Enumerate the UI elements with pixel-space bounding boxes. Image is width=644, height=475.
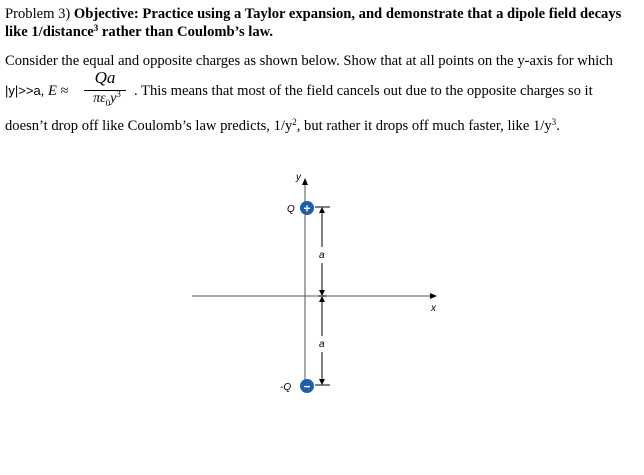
condition-text: |y|>>a, — [5, 83, 45, 98]
line3-exponent-2: 3 — [551, 117, 557, 127]
numerator-text: Qa — [94, 68, 116, 87]
x-axis-arrow-icon — [430, 293, 437, 299]
objective-text: Practice using a Taylor expansion, and demonstrate that a dipole field decays — [142, 6, 622, 22]
positive-charge-label: Q — [287, 204, 295, 215]
negative-charge-sign: − — [303, 379, 311, 394]
line3-exponent-1: 2 — [292, 117, 297, 127]
objective-line2-text: like 1/distance — [5, 24, 94, 40]
body-line2-rest: . This means that most of the field cancels out due to the opposite charges so it — [134, 83, 593, 99]
objective-line2-rest: rather than Coulomb’s law. — [98, 24, 274, 40]
y-axis-arrow-icon — [302, 178, 308, 185]
y-axis-label: y — [296, 172, 301, 183]
line3-text: doesn’t drop off like Coulomb’s law predicts, 1/y — [5, 118, 293, 134]
denominator-subscript: 0 — [105, 97, 111, 108]
field-symbol: E — [47, 83, 57, 99]
denominator-variable: y — [110, 91, 117, 106]
negative-charge-label: -Q — [280, 382, 292, 393]
x-axis-label: x — [431, 303, 436, 314]
upper-distance-label: a — [319, 250, 325, 261]
objective-label: Objective: — [73, 6, 139, 22]
positive-charge-sign: + — [303, 201, 311, 216]
line3-end: . — [556, 118, 560, 134]
approx-symbol: ≈ — [60, 83, 69, 99]
problem-label: Problem 3) — [5, 6, 71, 22]
objective-exponent: 3 — [93, 23, 99, 33]
line3-middle: , but rather it drops off much faster, like 1/y — [296, 118, 552, 134]
denominator-exponent: 3 — [116, 89, 121, 99]
lower-distance-label: a — [319, 339, 325, 350]
denominator-text: πε — [93, 91, 106, 106]
body-line1: Consider the equal and opposite charges as shown below. Show that at all points on the y-axis for which — [5, 53, 613, 69]
